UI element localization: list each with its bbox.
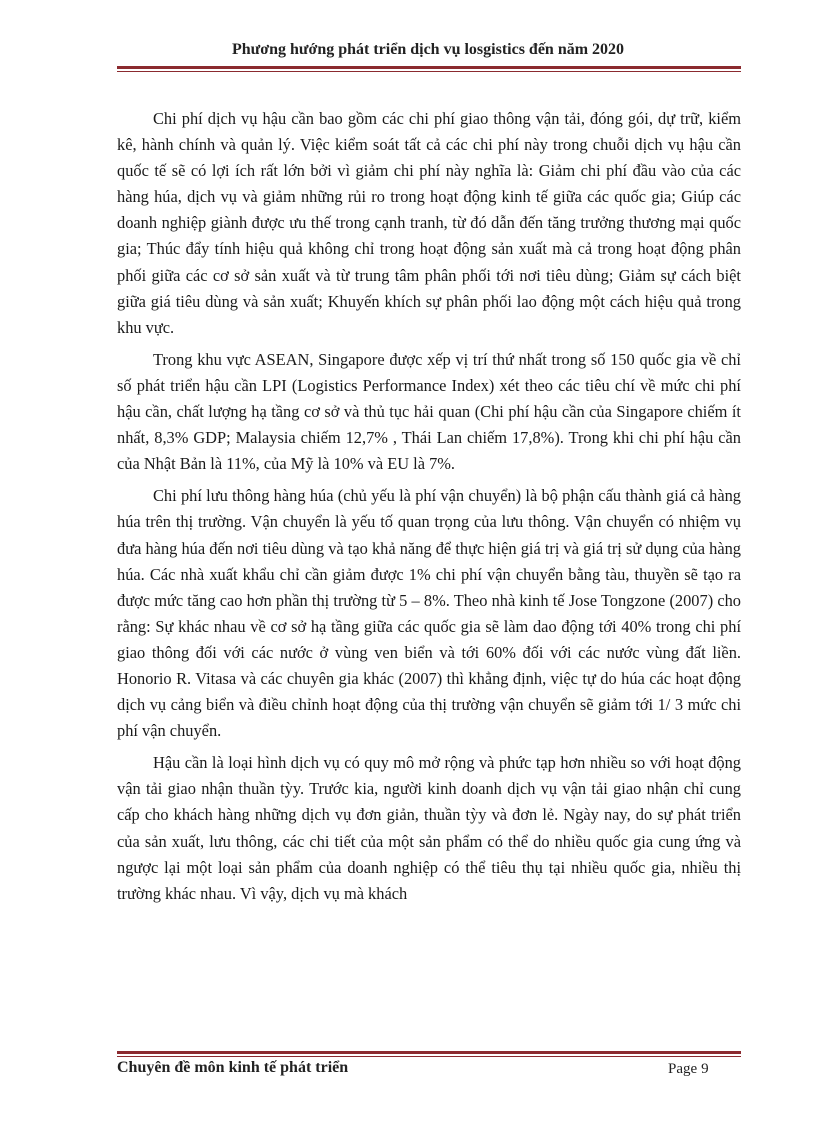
footer-divider-thick <box>117 1051 741 1054</box>
paragraph-4: Hậu cần là loại hình dịch vụ có quy mô mở rộng và phức tạp hơn nhiều so với hoạt động vận tải giao nhận thuần tỳy. Trước kia, người kinh doanh dịch vụ vận tải giao nhận chỉ cung cấp cho khách hàng những dịch vụ đơn giản, thuần tỳy và đơn lẻ. Ngày nay, do sự phát triển của sản xuất, lưu thông, các chi tiết của một sản phẩm có thể do nhiều quốc gia cung ứng và ngược lại một loại sản phẩm của doanh nghiệp có thể tiêu thụ tại nhiều quốc gia, nhiều thị trường khác nhau. Vì vậy, dịch vụ mà khách <box>117 753 741 903</box>
footer-page-indicator <box>668 1061 709 1078</box>
paragraph-2: Trong khu vực ASEAN, Singapore được xếp vị trí thứ nhất trong số 150 quốc gia về chỉ số phát triển hậu cần LPI (Logistics Performance Index) xét theo các tiêu chí về mức chi phí hậu cần, chất lượng hạ tầng cơ sở và thủ tục hải quan (Chi phí hậu cần của Singapore chiếm ít nhất, 8,3% GDP; Malaysia chiếm 12,7% , Thái Lan chiếm 17,8%). Trong khi chi phí hậu cần của Nhật Bản là 11%, của Mỹ là 10% và EU là 7%. <box>117 349 741 474</box>
paragraph-1: Chi phí dịch vụ hậu cần bao gồm các chi phí giao thông vận tải, đóng gói, dự trữ, kiểm kê, hành chính và quản lý. Việc kiểm soát tất cả các chi phí này trong chuỗi dịch vụ hậu cần quốc tế sẽ có lợi ích rất lớn bởi vì giảm chi phí này nghĩa là: Giảm chi phí đầu vào của các hàng húa, dịch vụ và giảm những rủi ro trong hoạt động kinh tế giữa các quốc gia; Giúp các doanh nghiệp giành được ưu thế trong cạnh tranh, từ đó dẫn đến tăng trưởng thương mại quốc gia; Thúc đẩy tính hiệu quả không chỉ trong hoạt động sản xuất mà cả trong hoạt động phân phối giữa các cơ sở sản xuất và từ trung tâm phân phối tới nơi tiêu dùng; Giảm sự cách biệt giữa giá tiêu dùng và sản xuất; Khuyến khích sự phân phối lao động một cách hiệu quả trong khu vực. <box>117 109 741 337</box>
footer-document-title: Chuyên đề môn kinh tế phát triển <box>117 1059 349 1076</box>
page-label: Page <box>668 1061 698 1077</box>
page-header-title: Phương hướng phát triển dịch vụ losgistics đến năm 2020 <box>231 41 625 58</box>
footer-divider-thin <box>117 1056 741 1057</box>
header-divider-thin <box>117 71 741 72</box>
footer-divider <box>117 1051 741 1057</box>
document-body <box>117 106 741 913</box>
header-divider-thick <box>117 66 741 69</box>
paragraph-3: Chi phí lưu thông hàng húa (chủ yếu là phí vận chuyển) là bộ phận cấu thành giá cả hàng húa trên thị trường. Vận chuyển là yếu tố quan trọng của lưu thông. Vận chuyển có nhiệm vụ đưa hàng húa đến nơi tiêu dùng và tạo khả năng để thực hiện giá trị và giá trị sử dụng của hàng húa. Các nhà xuất khẩu chỉ cần giảm được 1% chi phí vận chuyển bằng tàu, thuyền sẽ tạo ra được mức tăng cao hơn phần thị trường từ 5 – 8%. Theo nhà kinh tế Jose Tongzone (2007) cho rằng: Sự khác nhau về cơ sở hạ tầng giữa các quốc gia sẽ làm dao động tới 40% trong chi phí giao thông đối với các nước ở vùng ven biển và tới 60% đối với các nước vùng đất liền. Honorio R. Vitasa và các chuyên gia khác (2007) thì khẳng định, việc tự do húa các hoạt động dịch vụ cảng biển và điều chỉnh hoạt động của thị trường vận chuyển sẽ giảm tới 1/ 3 mức chi phí vận chuyển. <box>117 486 741 741</box>
header-divider <box>117 66 741 72</box>
page-number: 9 <box>701 1061 709 1077</box>
